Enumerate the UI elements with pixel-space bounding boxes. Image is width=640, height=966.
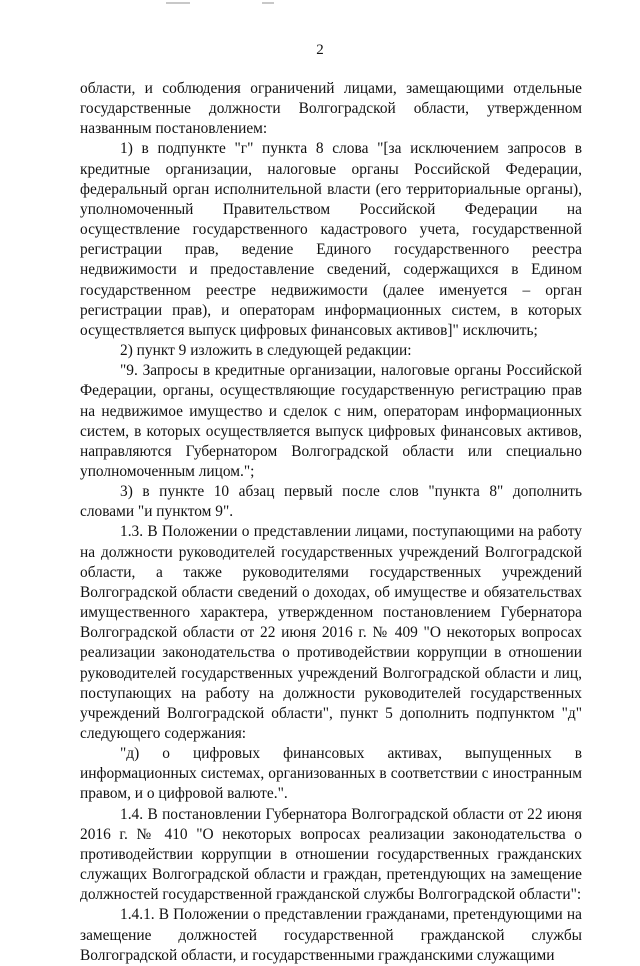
paragraph-item-1: 1) в подпункте "г" пункта 8 слова "[за исключением запросов в кредитные организации, налоговые органы Российской Федерации, федеральный орган исполнительной власти (его территориальные органы), уполномоченный Правительством Российской Федерации на осуществление государственного кадастрового учета, государственной регистрации прав, ведение Единого государственного реестра недвижимости и предоставление сведений, содержащихся в Едином государственном реестре недвижимости (далее именуется – орган регистрации прав), и операторам информационных систем, в которых осуществляется выпуск цифровых финансовых активов]" исключить; (80, 140, 582, 339)
page-number: 2 (316, 42, 324, 58)
paragraph-quote-9: "9. Запросы в кредитные организации, налоговые органы Российской Федерации, органы, осуществляющие государственную регистрацию прав на недвижимое имущество и сделок с ним, операторам информационных систем, в которых осуществляется выпуск цифровых финансовых активов, направляются Губернатором Волгоградской области или специально уполномоченным лицом."; (80, 362, 582, 480)
paragraph-quote-d: "д) о цифровых финансовых активах, выпущенных в информационных системах, организованных в соответствии с иностранным правом, и о цифровой валюте.". (80, 745, 582, 803)
scan-edge-marks (0, 0, 640, 10)
paragraph-continuation: области, и соблюдения ограничений лицами, замещающими отдельные государственные должности Волгоградской области, утвержденном названным постановлением: (80, 80, 582, 138)
paragraph-1-4-1: 1.4.1. В Положении о представлении гражданами, претендующими на замещение должностей государственной гражданской службы Волгоградской области, и государственными гражданскими служащими (80, 906, 582, 964)
document-body (80, 79, 582, 966)
paragraph-1-3: 1.3. В Положении о представлении лицами, поступающими на работу на должности руководителей государственных учреждений Волгоградской области, а также руководителями государственных учреждений Волгоградской области сведений о доходах, об имуществе и обязательствах имущественного характера, утвержденном постановлением Губернатора Волгоградской области от 22 июня 2016 г. № 409 "О некоторых вопросах реализации законодательства о противодействии коррупции в отношении руководителей государственных учреждений Волгоградской области и лиц, поступающих на работу на должности руководителей государственных учреждений Волгоградской области", пункт 5 дополнить подпунктом "д" следующего содержания: (80, 523, 582, 742)
paragraph-item-3: 3) в пункте 10 абзац первый после слов "пункта 8" дополнить словами "и пунктом 9". (80, 483, 582, 521)
paragraph-item-2: 2) пункт 9 изложить в следующей редакции: (120, 342, 412, 360)
paragraph-1-4: 1.4. В постановлении Губернатора Волгоградской области от 22 июня 2016 г. № 410 "О некоторых вопросах реализации законодательства о противодействии коррупции в отношении государственных гражданских служащих Волгоградской области и граждан, претендующих на замещение должностей государственной гражданской службы Волгоградской области": (80, 805, 582, 904)
